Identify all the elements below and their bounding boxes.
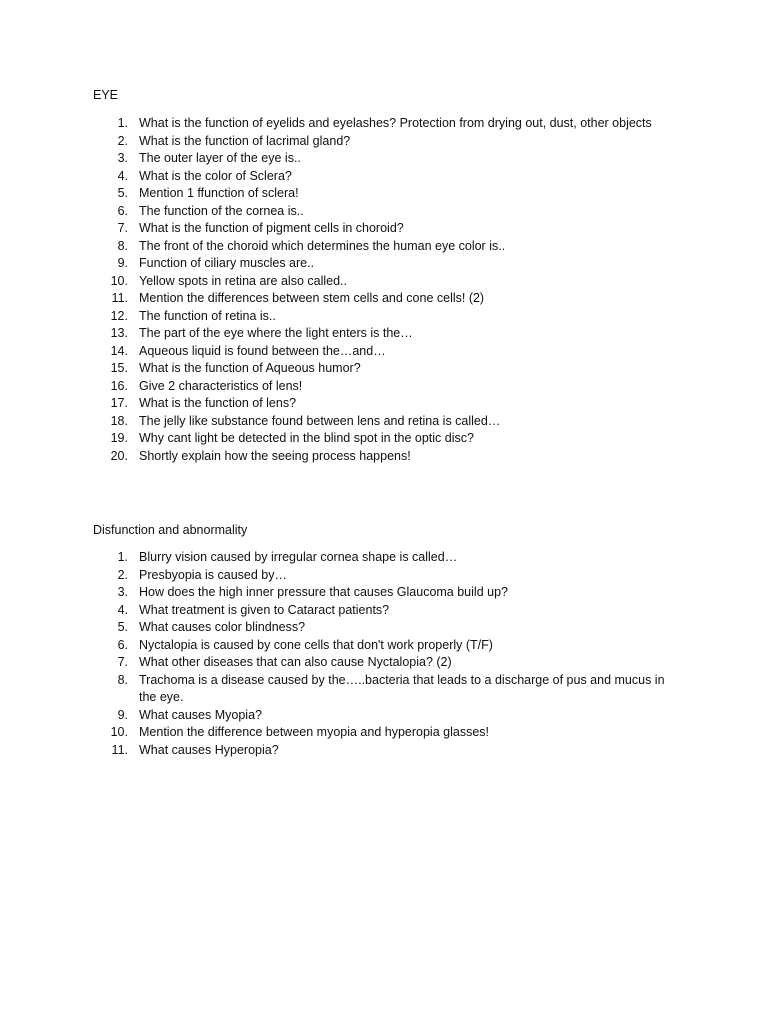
- list-item-number: 19.: [110, 431, 128, 445]
- list-item: [93, 290, 693, 308]
- list-item-number: 2.: [117, 133, 128, 148]
- section-heading-disfunction: Disfunction and abnormality: [93, 523, 248, 537]
- list-item-number: 10.: [110, 725, 128, 739]
- list-item-text: Shortly explain how the seeing process happens!: [139, 448, 411, 463]
- list-item-text: The part of the eye where the light enters is the…: [139, 326, 413, 340]
- list-item-number: 7.: [117, 655, 128, 669]
- list-item-text: The front of the choroid which determines the human eye color is..: [139, 238, 506, 253]
- list-item: [93, 724, 693, 742]
- list-item-number: 5.: [117, 186, 128, 200]
- list-item: [93, 273, 693, 291]
- list-item: [93, 168, 693, 186]
- list-item-number: 6.: [117, 203, 128, 218]
- list-item-text: Mention the differences between stem cells and cone cells! (2): [139, 291, 485, 305]
- list-item: [93, 602, 693, 620]
- list-item-number: 11.: [111, 291, 128, 305]
- list-item: [93, 308, 693, 326]
- list-item: [93, 238, 693, 256]
- list-item: [93, 203, 693, 221]
- list-item-text: What is the function of pigment cells in choroid?: [139, 221, 404, 235]
- list-item: [93, 584, 693, 602]
- list-item: [93, 742, 693, 760]
- list-item-text: What causes Hyperopia?: [139, 742, 279, 757]
- list-item-number: 12.: [110, 308, 128, 323]
- list-item: [93, 185, 693, 203]
- list-item-text: What is the color of Sclera?: [139, 168, 292, 183]
- list-item-text: The function of retina is..: [139, 308, 276, 323]
- list-item: [93, 115, 693, 133]
- list-item-number: 9.: [117, 707, 128, 722]
- list-item: [93, 255, 693, 273]
- list-item-text: Why cant light be detected in the blind spot in the optic disc?: [139, 431, 474, 445]
- disfunction-question-list: [93, 549, 693, 759]
- list-item-text: Blurry vision caused by irregular cornea shape is called…: [139, 550, 458, 564]
- list-item: [93, 654, 693, 672]
- list-item-text: What is the function of Aqueous humor?: [139, 361, 361, 375]
- list-item: [93, 619, 693, 637]
- list-item: [93, 150, 693, 168]
- list-item-text: Mention 1 ffunction of sclera!: [139, 186, 299, 200]
- list-item: [93, 378, 693, 396]
- list-item: [93, 430, 693, 448]
- list-item-text: Aqueous liquid is found between the…and…: [139, 343, 386, 358]
- list-item-text: Function of ciliary muscles are..: [139, 256, 315, 270]
- list-item-number: 2.: [117, 567, 128, 582]
- list-item: [93, 325, 693, 343]
- eye-question-list: [93, 115, 693, 465]
- list-item-number: 1.: [117, 550, 128, 564]
- list-item-text: Nyctalopia is caused by cone cells that don't work properly (T/F): [139, 637, 493, 652]
- list-item-number: 16.: [110, 378, 128, 393]
- list-item-number: 3.: [117, 151, 128, 165]
- list-item-text: What is the function of lens?: [139, 396, 297, 410]
- list-item-text: The outer layer of the eye is..: [139, 151, 301, 165]
- list-item: [93, 413, 693, 431]
- list-item: [93, 360, 693, 378]
- list-item-number: 20.: [110, 448, 128, 463]
- list-item-number: 8.: [117, 238, 128, 253]
- list-item-text: What causes Myopia?: [139, 707, 262, 722]
- list-item-number: 4.: [117, 602, 128, 617]
- list-item-number: 3.: [117, 585, 128, 599]
- list-item-text: Presbyopia is caused by…: [139, 567, 287, 582]
- list-item: [93, 707, 693, 725]
- list-item-text: Give 2 characteristics of lens!: [139, 378, 303, 393]
- list-item-number: 13.: [110, 326, 128, 340]
- section-heading-eye: EYE: [93, 88, 119, 102]
- list-item-text: Mention the difference between myopia and hyperopia glasses!: [139, 725, 489, 739]
- list-item-number: 8.: [117, 672, 128, 687]
- list-item: [93, 567, 693, 585]
- list-item: [93, 395, 693, 413]
- list-item: [93, 549, 693, 567]
- list-item: [93, 220, 693, 238]
- list-item-number: 9.: [117, 256, 128, 270]
- list-item-text: What other diseases that can also cause Nyctalopia? (2): [139, 655, 452, 669]
- list-item-number: 18.: [110, 413, 128, 428]
- list-item: [93, 133, 693, 151]
- list-item: [93, 448, 693, 466]
- list-item: [93, 672, 693, 707]
- list-item-text: What causes color blindness?: [139, 620, 306, 634]
- list-item-text: Yellow spots in retina are also called..: [139, 273, 347, 288]
- list-item-text: The function of the cornea is..: [139, 203, 304, 218]
- list-item-number: 17.: [110, 396, 128, 410]
- list-item-number: 11.: [111, 742, 128, 757]
- list-item-text: Trachoma is a disease caused by the…..bacteria that leads to a discharge of pus and mucus in the eye.: [139, 672, 665, 704]
- list-item: [93, 637, 693, 655]
- list-item-number: 6.: [117, 637, 128, 652]
- list-item-number: 5.: [117, 620, 128, 634]
- list-item-text: How does the high inner pressure that causes Glaucoma build up?: [139, 585, 508, 599]
- list-item-text: What is the function of lacrimal gland?: [139, 133, 351, 148]
- list-item-text: What is the function of eyelids and eyelashes? Protection from drying out, dust, other objects: [139, 116, 652, 130]
- list-item-number: 4.: [117, 168, 128, 183]
- list-item-number: 10.: [110, 273, 128, 288]
- list-item-number: 14.: [110, 343, 128, 358]
- list-item-number: 7.: [117, 221, 128, 235]
- list-item-text: The jelly like substance found between lens and retina is called…: [139, 413, 501, 428]
- list-item: [93, 343, 693, 361]
- list-item-number: 15.: [110, 361, 128, 375]
- list-item-number: 1.: [117, 116, 128, 130]
- list-item-text: What treatment is given to Cataract patients?: [139, 602, 390, 617]
